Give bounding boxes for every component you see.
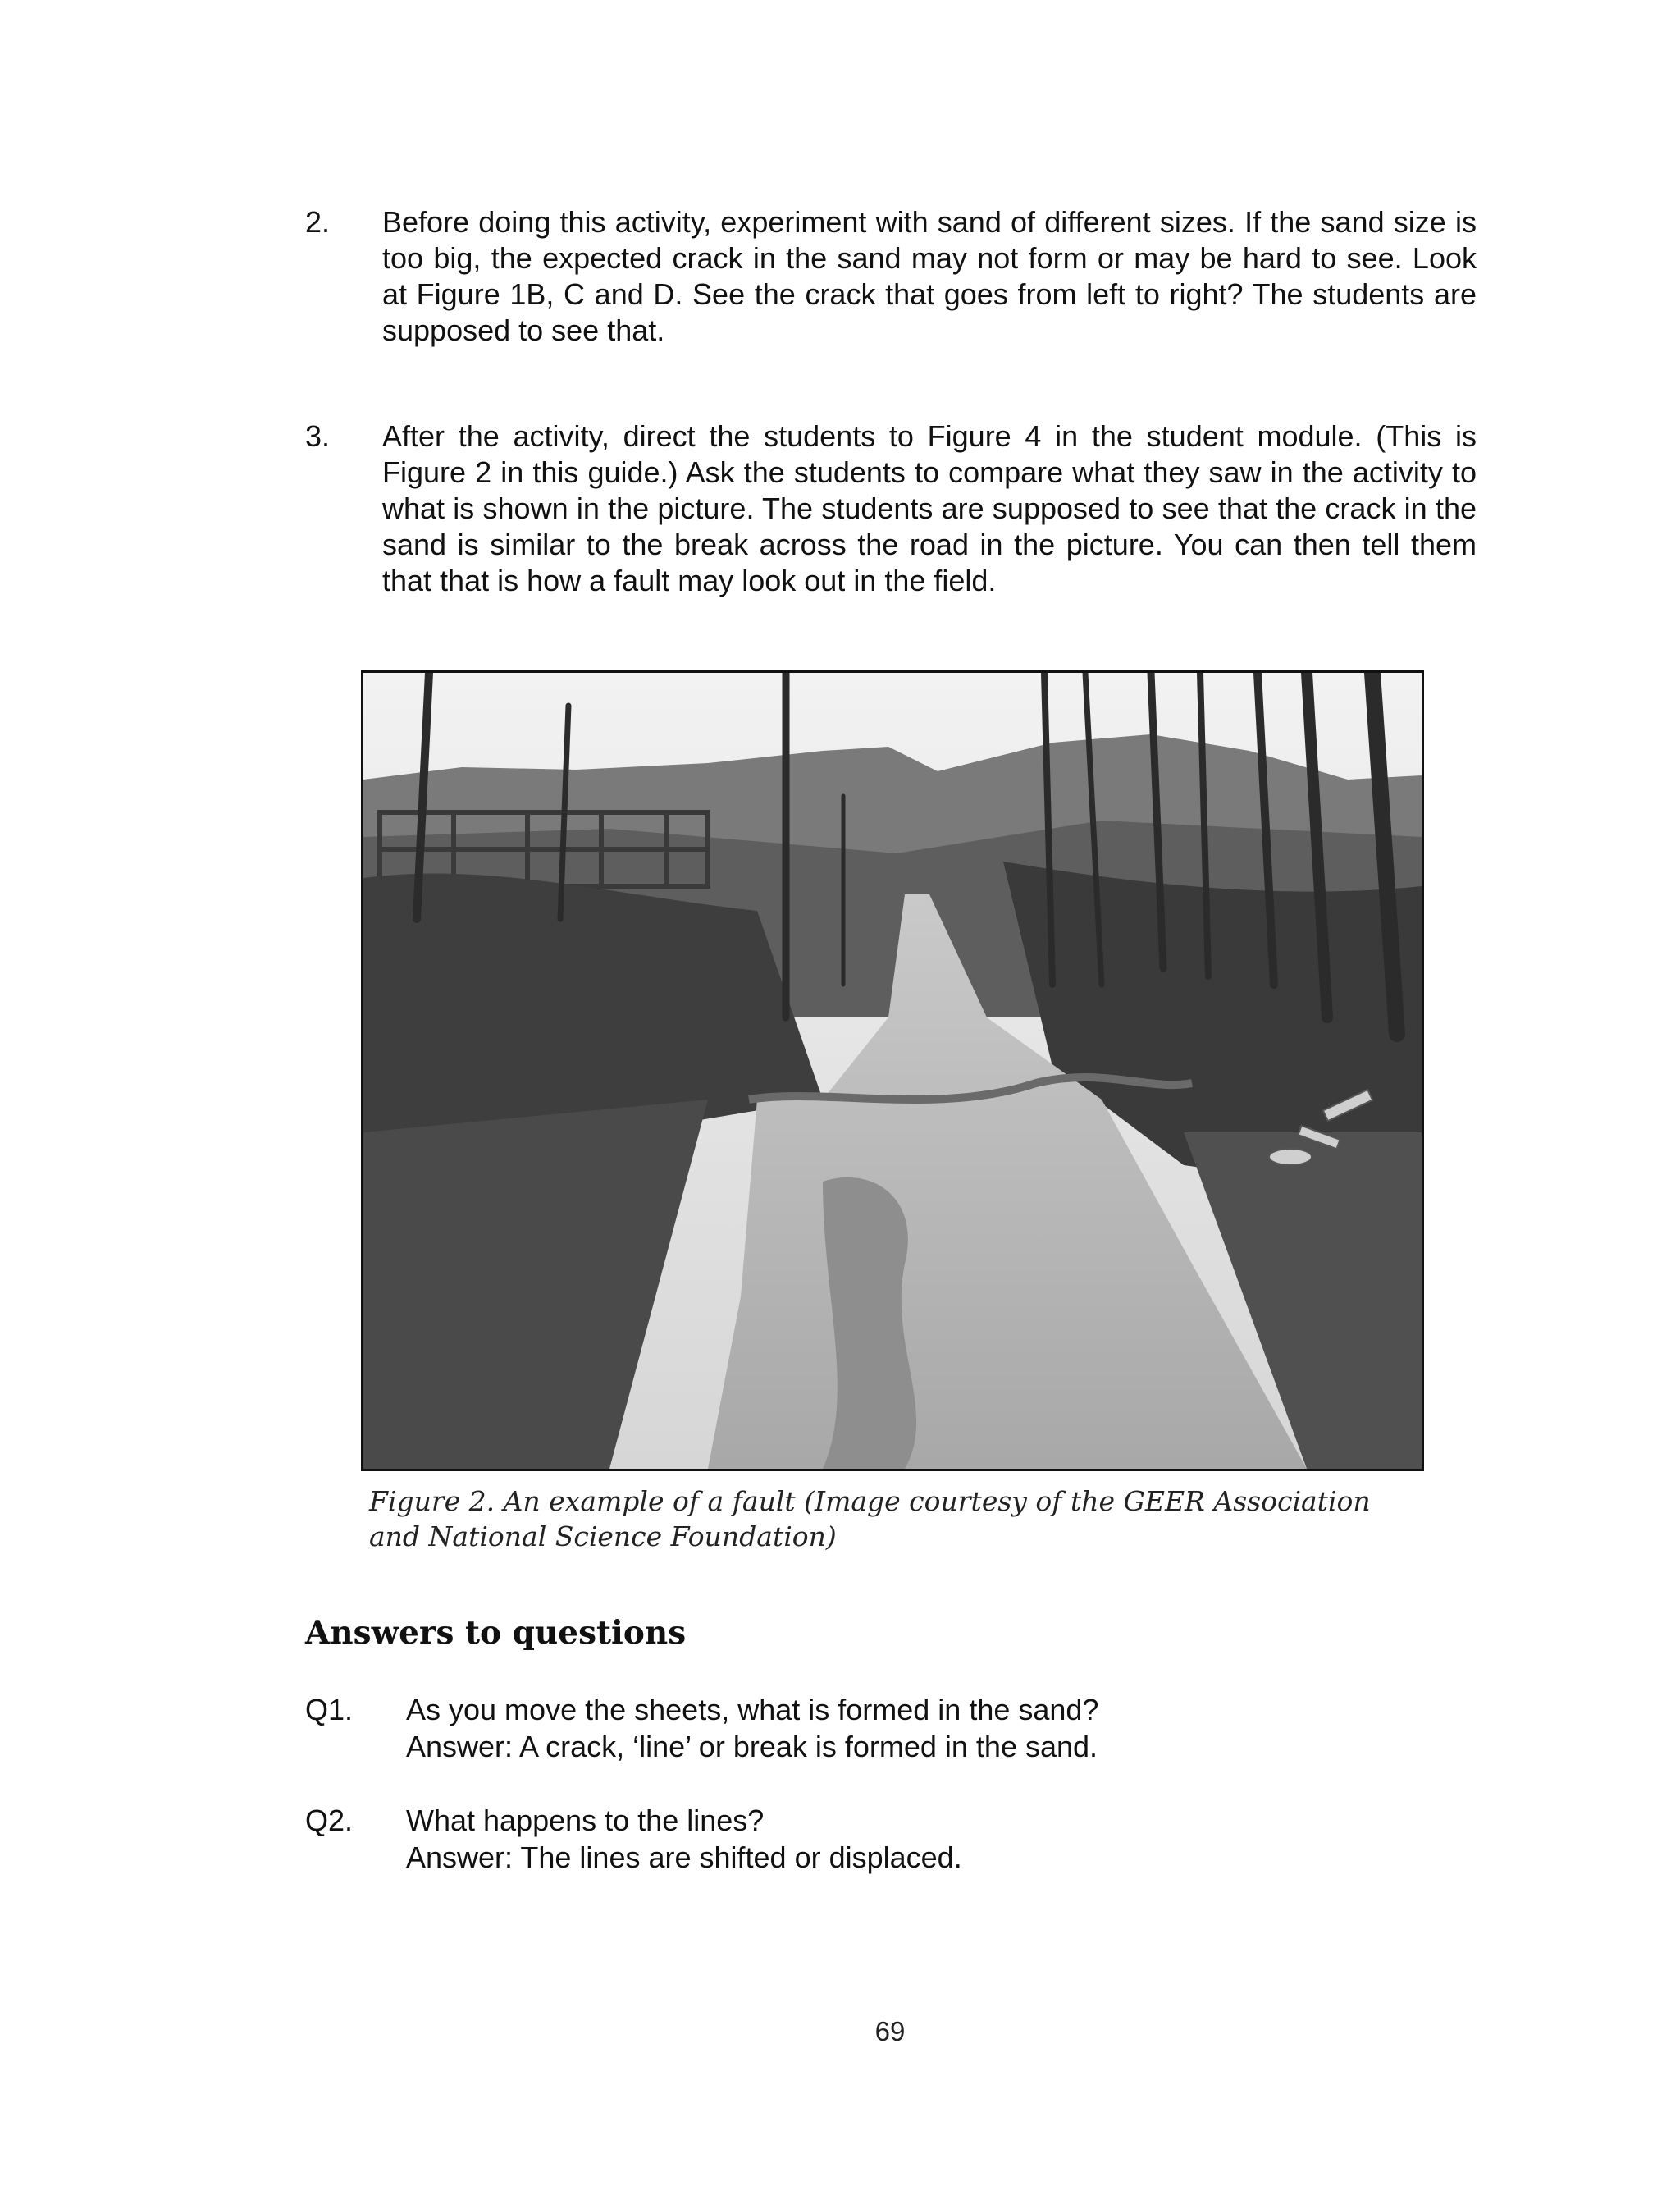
caption-line-2: and National Science Foundation) [369,1520,837,1552]
answers-heading: Answers to questions [305,1614,687,1652]
question-body [406,1691,1098,1765]
figure-caption [369,1484,1436,1554]
question-body [406,1802,962,1876]
numbered-item-2 [305,204,1477,349]
page-number: 69 [874,2016,906,2046]
item-text: After the activity, direct the students to Figure 4 in the student module. (This is Figure 2 in this guide.) Ask the students to compare what they saw in the activity to what is shown in the picture. The students are supposed to see that the crack in the sand is similar to the break across the road in the picture. You can then tell them that that is how a fault may look out in the field. [382,419,1477,597]
question-text: What happens to the lines? [406,1804,765,1837]
answer-text: Answer: A crack, ‘line’ or break is formed in the sand. [406,1730,1098,1763]
question-label: Q2. [305,1804,354,1837]
fault-photo [361,670,1424,1471]
numbered-item-3 [305,418,1477,599]
answer-text: Answer: The lines are shifted or displaced. [406,1840,962,1874]
caption-line-1: Figure 2. An example of a fault (Image courtesy of the GEER Association [369,1485,1371,1517]
question-text: As you move the sheets, what is formed in the sand? [406,1693,1099,1726]
question-item-2 [305,1802,1477,1876]
item-text: Before doing this activity, experiment with sand of different sizes. If the sand size is too big, the expected crack in the sand may not form or may be hard to see. Look at Figure 1B, C and D. See the crack that goes from left to right? The students are supposed to see that. [382,205,1477,347]
item-number: 3. [305,419,331,453]
question-label: Q1. [305,1693,354,1726]
fault-road-photo [363,673,1422,1469]
question-item-1 [305,1691,1477,1765]
item-number: 2. [305,205,331,239]
